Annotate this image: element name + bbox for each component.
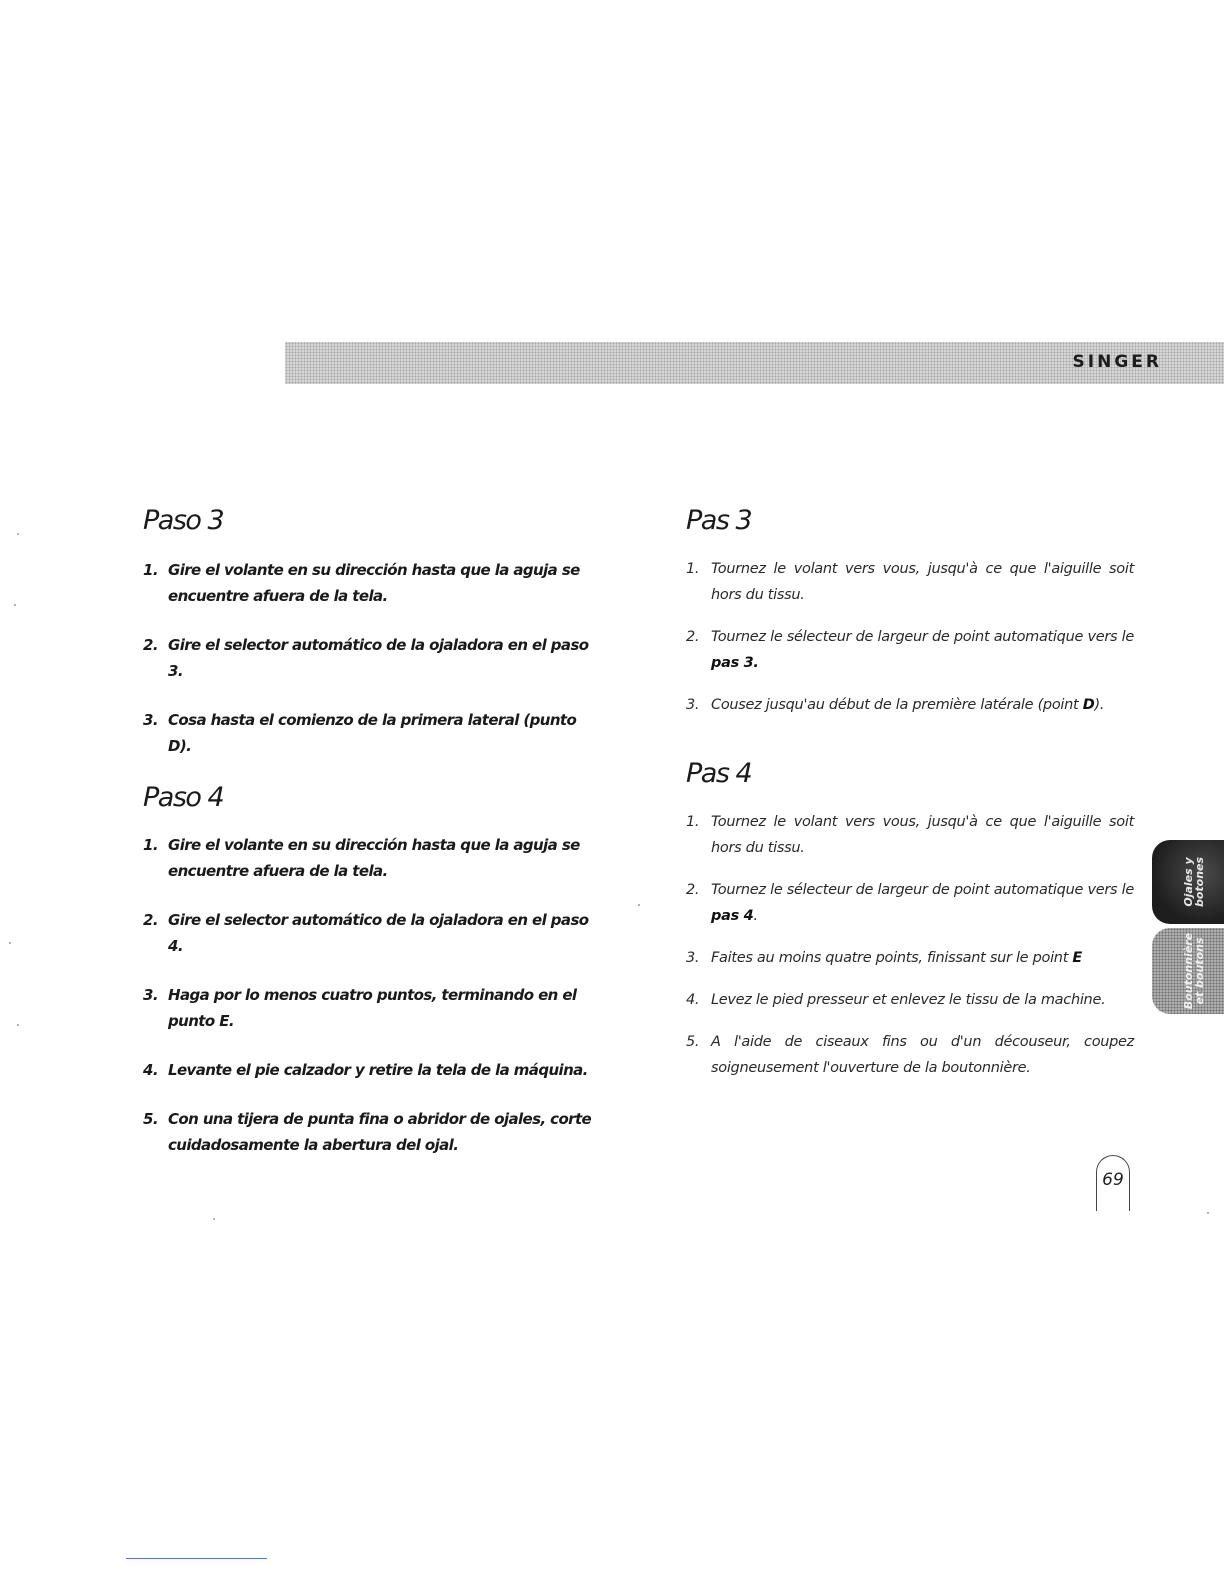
step-text: Gire el volante en su dirección hasta que la aguja se encuentre afuera de la tela. (168, 561, 580, 605)
step-emphasis: D (168, 737, 180, 755)
step-text: Tournez le volant vers vous, jusqu'à ce que l'aiguille soit hors du tissu. (711, 561, 1134, 603)
step-number: 2. (686, 882, 700, 898)
step-item (686, 877, 1134, 929)
step-emphasis: E. (219, 1012, 234, 1030)
step-number: 5. (686, 1034, 700, 1050)
step-emphasis: pas 4 (711, 908, 754, 924)
step-text: Gire el selector automático de la ojaladora en el paso 3. (168, 636, 589, 680)
step-list (143, 832, 593, 1158)
step-number: 4. (143, 1061, 158, 1079)
step-text: Tournez le sélecteur de largeur de point automatique vers le pas 4. (711, 882, 1134, 924)
side-tab-label: Ojales y botones (1182, 856, 1206, 908)
scan-speck (14, 604, 16, 606)
step-text: Cousez jusqu'au début de la première latérale (point D). (711, 697, 1105, 713)
pas-4-section (686, 758, 1134, 1097)
step-number: 1. (686, 561, 700, 577)
step-text: Haga por lo menos cuatro puntos, terminando en el punto E. (168, 986, 577, 1030)
step-item (143, 832, 593, 884)
step-text: Cosa hasta el comienzo de la primera lateral (punto D). (168, 711, 577, 755)
step-item (143, 1106, 593, 1158)
scan-speck (17, 1024, 19, 1026)
step-item (686, 987, 1134, 1013)
footer-rule (126, 1558, 267, 1559)
step-number: 2. (143, 636, 158, 654)
step-text: Faites au moins quatre points, finissant sur le point E (711, 950, 1082, 966)
step-number: 3. (686, 950, 700, 966)
step-number: 5. (143, 1110, 158, 1128)
side-tab-boutonniere-et-boutons (1152, 928, 1224, 1014)
side-tab-label: Boutonnière et boutons (1182, 932, 1206, 1010)
step-number: 4. (686, 992, 700, 1008)
scan-speck (638, 904, 640, 906)
step-emphasis: paso 3. (168, 636, 589, 680)
step-text: Gire el selector automático de la ojaladora en el paso 4. (168, 911, 589, 955)
step-item (143, 557, 593, 609)
step-item (143, 982, 593, 1034)
step-item (686, 1029, 1134, 1081)
step-item (143, 632, 593, 684)
scan-speck (9, 942, 11, 944)
step-item (686, 556, 1134, 608)
step-text: Tournez le sélecteur de largeur de point automatique vers le pas 3. (711, 629, 1134, 671)
step-emphasis: E (1072, 950, 1082, 966)
step-list (143, 557, 593, 759)
step-number: 3. (686, 697, 700, 713)
step-item (686, 809, 1134, 861)
header-band (285, 342, 1224, 384)
step-number: 1. (143, 561, 158, 579)
step-text: Levante el pie calzador y retire la tela de la máquina. (168, 1061, 588, 1079)
pas-3-section (686, 505, 1134, 734)
section-title: Pas 4 (686, 758, 752, 789)
step-number: 3. (143, 986, 158, 1004)
page-number: 69 (1096, 1155, 1130, 1211)
section-title: Paso 4 (143, 782, 224, 813)
step-item (686, 624, 1134, 676)
side-tab-ojales-y-botones (1152, 840, 1224, 924)
scan-speck (213, 1218, 215, 1220)
step-number: 1. (143, 836, 158, 854)
step-number: 3. (143, 711, 158, 729)
step-text: A l'aide de ciseaux fins ou d'un découseur, coupez soigneusement l'ouverture de la boutonnière. (711, 1034, 1134, 1076)
step-item (143, 707, 593, 759)
paso-4-section (143, 782, 593, 1181)
step-text: Con una tijera de punta fina o abridor de ojales, corte cuidadosamente la abertura del ojal. (168, 1110, 592, 1154)
step-emphasis: paso 4. (168, 911, 589, 955)
step-emphasis: D (1082, 697, 1095, 713)
brand-logo: SINGER (1072, 352, 1162, 372)
step-item (143, 907, 593, 959)
step-number: 1. (686, 814, 700, 830)
scan-speck (17, 533, 19, 535)
step-item (143, 1057, 593, 1083)
step-list (686, 809, 1134, 1081)
step-item (686, 945, 1134, 971)
step-number: 2. (143, 911, 158, 929)
paso-3-section (143, 505, 593, 782)
step-list (686, 556, 1134, 718)
scan-speck (1207, 1212, 1209, 1214)
section-title: Paso 3 (143, 505, 224, 536)
step-emphasis: pas 3. (711, 655, 759, 671)
step-item (686, 692, 1134, 718)
step-text: Tournez le volant vers vous, jusqu'à ce que l'aiguille soit hors du tissu. (711, 814, 1134, 856)
step-number: 2. (686, 629, 700, 645)
step-text: Levez le pied presseur et enlevez le tissu de la machine. (711, 992, 1106, 1008)
step-text: Gire el volante en su dirección hasta que la aguja se encuentre afuera de la tela. (168, 836, 580, 880)
section-title: Pas 3 (686, 505, 752, 536)
